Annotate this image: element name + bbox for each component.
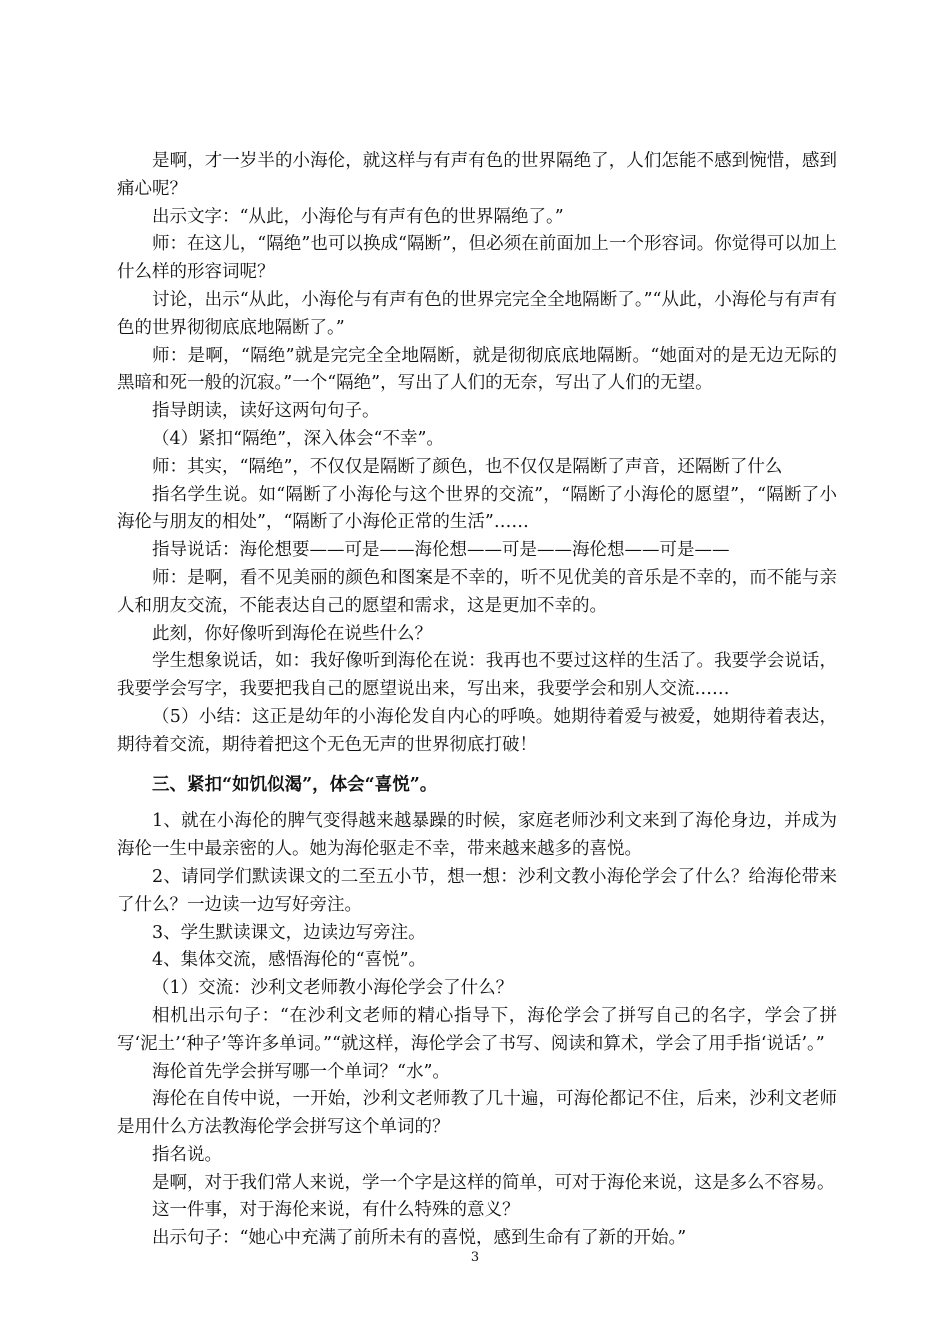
page-number: 3	[470, 1250, 480, 1265]
paragraph: 海伦首先学会拼写哪一个单词？“水”。	[152, 1061, 450, 1082]
section-heading: 三、紧扣“如饥似渴”，体会“喜悦”。	[152, 774, 438, 795]
paragraph: （1）交流：沙利文老师教小海伦学会了什么？	[152, 978, 514, 999]
paragraph: 指导朗读，读好这两句句子。	[152, 401, 380, 422]
paragraph: 4、集体交流，感悟海伦的“喜悦”。	[152, 950, 427, 971]
paragraph: 出示文字：“从此，小海伦与有声有色的世界隔绝了。”	[152, 206, 564, 227]
paragraph: 指名学生说。如“隔断了小海伦与这个世界的交流”，“隔断了小海伦的愿望”，“隔断了小海伦与朋友的相处”，“隔断了小海伦正常的生活”……	[117, 484, 837, 533]
paragraph: 1、就在小海伦的脾气变得越来越暴躁的时候，家庭老师沙利文来到了海伦身边，并成为海伦一生中最亲密的人。她为海伦驱走不幸，带来越来越多的喜悦。	[117, 811, 837, 860]
paragraph: （4）紧扣“隔绝”，深入体会“不幸”。	[152, 428, 444, 449]
paragraph: 指导说话：海伦想要——可是——海伦想——可是——海伦想——可是——	[152, 540, 730, 561]
paragraph: 学生想象说话，如：我好像听到海伦在说：我再也不要过这样的生活了。我要学会说话，我要学会写字，我要把我自己的愿望说出来，写出来，我要学会和别人交流……	[117, 651, 837, 700]
paragraph: 师：是啊，“隔绝”就是完完全全地隔断，就是彻彻底底地隔断。“她面对的是无边无际的黑暗和死一般的沉寂。”一个“隔绝”，写出了人们的无奈，写出了人们的无望。	[117, 345, 837, 394]
paragraph: 师：在这儿，“隔绝”也可以换成“隔断”，但必须在前面加上一个形容词。你觉得可以加上什么样的形容词呢？	[117, 234, 837, 283]
paragraph: 讨论，出示“从此，小海伦与有声有色的世界完完全全地隔断了。”“从此，小海伦与有声有色的世界彻彻底底地隔断了。”	[117, 289, 837, 338]
paragraph: 师：其实，“隔绝”，不仅仅是隔断了颜色，也不仅仅是隔断了声音，还隔断了什么	[152, 456, 783, 477]
paragraph: 是啊，才一岁半的小海伦，就这样与有声有色的世界隔绝了，人们怎能不感到惋惜，感到痛心呢？	[117, 151, 837, 199]
paragraph: 3、学生默读课文，边读边写旁注。	[152, 922, 426, 943]
paragraph: 相机出示句子：“在沙利文老师的精心指导下，海伦学会了拼写自己的名字，学会了拼写‘泥土’‘种子’等许多单词。”“就这样，海伦学会了书写、阅读和算术，学会了用手指‘说话’。”	[117, 1005, 837, 1054]
paragraph: （5）小结：这正是幼年的小海伦发自内心的呼唤。她期待着爱与被爱，她期待着表达，期待着交流，期待着把这个无色无声的世界彻底打破！	[117, 706, 837, 755]
paragraph: 2、请同学们默读课文的二至五小节，想一想：沙利文教小海伦学会了什么？给海伦带来了什么？一边读一边写好旁注。	[117, 866, 837, 915]
document-body	[117, 148, 837, 1253]
paragraph: 指名说。	[152, 1144, 222, 1165]
paragraph: 是啊，对于我们常人来说，学一个字是这样的简单，可对于海伦来说，这是多么不容易。	[152, 1172, 835, 1193]
paragraph: 师：是啊，看不见美丽的颜色和图案是不幸的，听不见优美的音乐是不幸的，而不能与亲人和朋友交流，不能表达自己的愿望和需求，这是更加不幸的。	[117, 567, 837, 616]
paragraph: 出示句子：“她心中充满了前所未有的喜悦，感到生命有了新的开始。”	[152, 1228, 687, 1249]
paragraph: 此刻，你好像听到海伦在说些什么？	[152, 623, 432, 644]
paragraph: 这一件事，对于海伦来说，有什么特殊的意义？	[152, 1200, 520, 1221]
paragraph: 海伦在自传中说，一开始，沙利文老师教了几十遍，可海伦都记不住，后来，沙利文老师是用什么方法教海伦学会拼写这个单词的？	[117, 1089, 837, 1138]
